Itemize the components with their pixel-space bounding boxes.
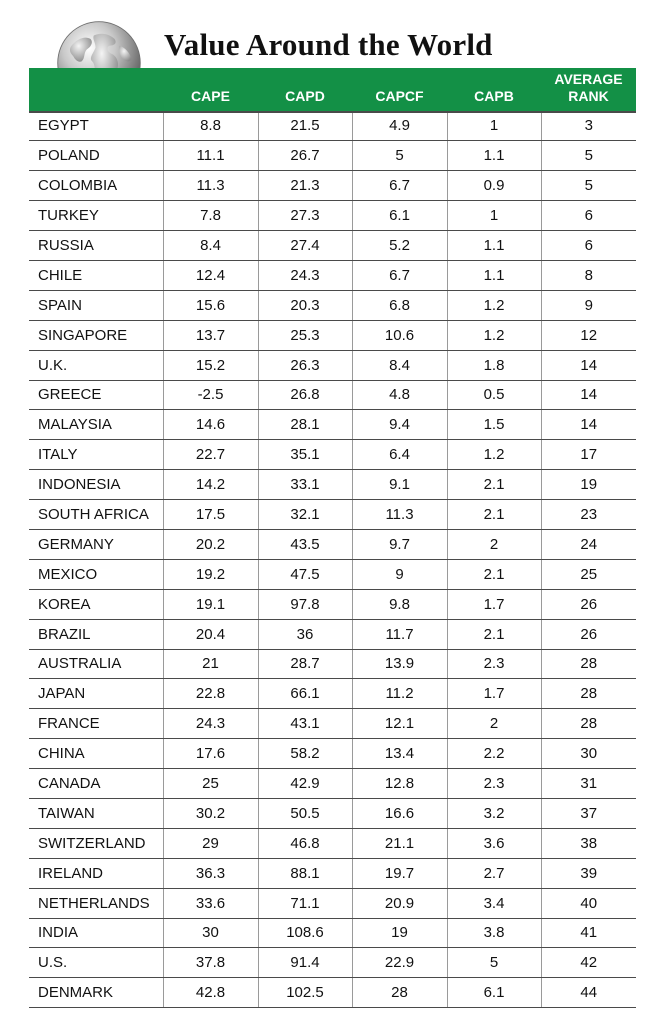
column-header-cape: CAPE	[163, 68, 258, 111]
cell-capcf: 9.7	[352, 529, 447, 559]
cell-average-rank: 12	[541, 320, 636, 350]
cell-average-rank: 41	[541, 918, 636, 948]
cell-cape: 19.2	[163, 559, 258, 589]
table-row	[29, 769, 636, 799]
cell-capd: 36	[258, 619, 352, 649]
cell-average-rank: 26	[541, 619, 636, 649]
cell-country: IRELAND	[29, 858, 163, 888]
cell-capd: 66.1	[258, 679, 352, 709]
cell-capb: 1.2	[447, 440, 541, 470]
cell-capb: 6.1	[447, 978, 541, 1008]
cell-cape: 17.6	[163, 739, 258, 769]
cell-capb: 0.5	[447, 380, 541, 410]
cell-capcf: 5.2	[352, 231, 447, 261]
table-row	[29, 888, 636, 918]
cell-capd: 88.1	[258, 858, 352, 888]
cell-country: SOUTH AFRICA	[29, 500, 163, 530]
cell-cape: 30.2	[163, 798, 258, 828]
cell-capd: 21.3	[258, 171, 352, 201]
cell-capd: 25.3	[258, 320, 352, 350]
cell-country: POLAND	[29, 141, 163, 171]
cell-cape: 37.8	[163, 948, 258, 978]
table-row	[29, 559, 636, 589]
cell-country: CHINA	[29, 739, 163, 769]
cell-capd: 28.1	[258, 410, 352, 440]
cell-average-rank: 28	[541, 679, 636, 709]
cell-cape: 8.4	[163, 231, 258, 261]
cell-capcf: 11.3	[352, 500, 447, 530]
cell-capb: 3.2	[447, 798, 541, 828]
cell-country: SWITZERLAND	[29, 828, 163, 858]
cell-capb: 2.1	[447, 500, 541, 530]
cell-capb: 1.5	[447, 410, 541, 440]
cell-capcf: 9.1	[352, 470, 447, 500]
cell-average-rank: 25	[541, 559, 636, 589]
cell-capb: 2	[447, 709, 541, 739]
cell-cape: 11.3	[163, 171, 258, 201]
cell-country: DENMARK	[29, 978, 163, 1008]
cell-capd: 91.4	[258, 948, 352, 978]
cell-average-rank: 30	[541, 739, 636, 769]
table-row	[29, 290, 636, 320]
column-header-capd: CAPD	[258, 68, 352, 111]
cell-capb: 2.3	[447, 769, 541, 799]
cell-capd: 47.5	[258, 559, 352, 589]
cell-capd: 32.1	[258, 500, 352, 530]
cell-average-rank: 9	[541, 290, 636, 320]
cell-capb: 1.8	[447, 350, 541, 380]
cell-capd: 58.2	[258, 739, 352, 769]
column-header-country	[29, 68, 163, 111]
cell-capcf: 9.8	[352, 589, 447, 619]
cell-average-rank: 23	[541, 500, 636, 530]
cell-country: FRANCE	[29, 709, 163, 739]
cell-capcf: 19.7	[352, 858, 447, 888]
cell-average-rank: 8	[541, 260, 636, 290]
cell-capb: 1.7	[447, 679, 541, 709]
cell-capcf: 6.8	[352, 290, 447, 320]
cell-average-rank: 38	[541, 828, 636, 858]
table-row	[29, 828, 636, 858]
cell-cape: 30	[163, 918, 258, 948]
table-row	[29, 948, 636, 978]
cell-cape: 8.8	[163, 111, 258, 141]
table-row	[29, 350, 636, 380]
cell-average-rank: 24	[541, 529, 636, 559]
cell-average-rank: 6	[541, 201, 636, 231]
cell-country: TAIWAN	[29, 798, 163, 828]
cell-capd: 26.8	[258, 380, 352, 410]
cell-capb: 2.1	[447, 470, 541, 500]
header-rule	[29, 111, 636, 113]
cell-capd: 33.1	[258, 470, 352, 500]
table-row	[29, 141, 636, 171]
table-row	[29, 679, 636, 709]
cell-country: BRAZIL	[29, 619, 163, 649]
cell-average-rank: 5	[541, 171, 636, 201]
cell-cape: 17.5	[163, 500, 258, 530]
cell-capd: 43.5	[258, 529, 352, 559]
cell-capcf: 20.9	[352, 888, 447, 918]
cell-country: GREECE	[29, 380, 163, 410]
cell-capd: 97.8	[258, 589, 352, 619]
cell-capd: 27.3	[258, 201, 352, 231]
cell-cape: 42.8	[163, 978, 258, 1008]
column-header-capcf: CAPCF	[352, 68, 447, 111]
value-table	[29, 68, 636, 1008]
cell-capd: 108.6	[258, 918, 352, 948]
table-row	[29, 619, 636, 649]
table-row	[29, 201, 636, 231]
cell-capcf: 6.1	[352, 201, 447, 231]
cell-capb: 2.1	[447, 559, 541, 589]
cell-capb: 1.1	[447, 141, 541, 171]
cell-capd: 21.5	[258, 111, 352, 141]
cell-cape: 15.2	[163, 350, 258, 380]
cell-capd: 102.5	[258, 978, 352, 1008]
cell-country: NETHERLANDS	[29, 888, 163, 918]
column-header-average-rank: AVERAGE RANK	[541, 68, 636, 111]
cell-country: EGYPT	[29, 111, 163, 141]
cell-cape: 22.7	[163, 440, 258, 470]
cell-capb: 3.4	[447, 888, 541, 918]
cell-cape: 21	[163, 649, 258, 679]
cell-capd: 26.7	[258, 141, 352, 171]
cell-average-rank: 14	[541, 380, 636, 410]
cell-capb: 2	[447, 529, 541, 559]
cell-country: SPAIN	[29, 290, 163, 320]
cell-capcf: 6.4	[352, 440, 447, 470]
cell-capcf: 13.9	[352, 649, 447, 679]
cell-capb: 2.1	[447, 619, 541, 649]
cell-cape: 14.2	[163, 470, 258, 500]
cell-country: CHILE	[29, 260, 163, 290]
cell-average-rank: 26	[541, 589, 636, 619]
cell-capd: 50.5	[258, 798, 352, 828]
column-header-capb: CAPB	[447, 68, 541, 111]
cell-country: CANADA	[29, 769, 163, 799]
cell-capcf: 12.8	[352, 769, 447, 799]
cell-capb: 1.1	[447, 231, 541, 261]
cell-cape: 7.8	[163, 201, 258, 231]
cell-average-rank: 37	[541, 798, 636, 828]
cell-average-rank: 5	[541, 141, 636, 171]
table-row	[29, 589, 636, 619]
cell-country: U.S.	[29, 948, 163, 978]
cell-capcf: 5	[352, 141, 447, 171]
cell-country: JAPAN	[29, 679, 163, 709]
cell-cape: 13.7	[163, 320, 258, 350]
cell-average-rank: 31	[541, 769, 636, 799]
cell-average-rank: 39	[541, 858, 636, 888]
cell-capd: 71.1	[258, 888, 352, 918]
cell-cape: -2.5	[163, 380, 258, 410]
cell-average-rank: 42	[541, 948, 636, 978]
cell-cape: 25	[163, 769, 258, 799]
table-row	[29, 260, 636, 290]
cell-capcf: 4.9	[352, 111, 447, 141]
cell-capcf: 19	[352, 918, 447, 948]
cell-cape: 22.8	[163, 679, 258, 709]
cell-capb: 1.7	[447, 589, 541, 619]
cell-cape: 29	[163, 828, 258, 858]
table-row	[29, 410, 636, 440]
table-row	[29, 171, 636, 201]
cell-country: AUSTRALIA	[29, 649, 163, 679]
cell-capcf: 4.8	[352, 380, 447, 410]
cell-cape: 15.6	[163, 290, 258, 320]
cell-capcf: 21.1	[352, 828, 447, 858]
cell-capcf: 11.7	[352, 619, 447, 649]
cell-capd: 42.9	[258, 769, 352, 799]
cell-capd: 24.3	[258, 260, 352, 290]
cell-country: SINGAPORE	[29, 320, 163, 350]
cell-average-rank: 6	[541, 231, 636, 261]
table-body	[29, 111, 636, 1008]
cell-cape: 36.3	[163, 858, 258, 888]
cell-cape: 24.3	[163, 709, 258, 739]
cell-capb: 1.2	[447, 320, 541, 350]
cell-capb: 1.2	[447, 290, 541, 320]
cell-average-rank: 28	[541, 649, 636, 679]
table-row	[29, 649, 636, 679]
cell-capb: 1	[447, 111, 541, 141]
cell-country: RUSSIA	[29, 231, 163, 261]
cell-cape: 20.2	[163, 529, 258, 559]
table-row	[29, 709, 636, 739]
cell-country: TURKEY	[29, 201, 163, 231]
table-row	[29, 470, 636, 500]
cell-capcf: 22.9	[352, 948, 447, 978]
cell-cape: 12.4	[163, 260, 258, 290]
table-row	[29, 111, 636, 141]
cell-capd: 35.1	[258, 440, 352, 470]
cell-capd: 28.7	[258, 649, 352, 679]
cell-capcf: 6.7	[352, 171, 447, 201]
cell-capcf: 12.1	[352, 709, 447, 739]
cell-capcf: 10.6	[352, 320, 447, 350]
cell-capb: 0.9	[447, 171, 541, 201]
chart-title: Value Around the World	[164, 27, 493, 62]
cell-capd: 26.3	[258, 350, 352, 380]
cell-country: COLOMBIA	[29, 171, 163, 201]
cell-country: GERMANY	[29, 529, 163, 559]
cell-cape: 14.6	[163, 410, 258, 440]
cell-capcf: 11.2	[352, 679, 447, 709]
cell-cape: 19.1	[163, 589, 258, 619]
cell-average-rank: 14	[541, 350, 636, 380]
table-row	[29, 858, 636, 888]
cell-average-rank: 19	[541, 470, 636, 500]
cell-capcf: 9.4	[352, 410, 447, 440]
cell-cape: 11.1	[163, 141, 258, 171]
table-row	[29, 798, 636, 828]
cell-country: INDONESIA	[29, 470, 163, 500]
cell-capd: 46.8	[258, 828, 352, 858]
cell-capb: 2.7	[447, 858, 541, 888]
cell-capd: 20.3	[258, 290, 352, 320]
cell-average-rank: 14	[541, 410, 636, 440]
cell-capb: 2.3	[447, 649, 541, 679]
cell-capcf: 8.4	[352, 350, 447, 380]
cell-capcf: 16.6	[352, 798, 447, 828]
cell-country: INDIA	[29, 918, 163, 948]
table-row	[29, 739, 636, 769]
cell-average-rank: 44	[541, 978, 636, 1008]
table-row	[29, 440, 636, 470]
cell-country: MALAYSIA	[29, 410, 163, 440]
table-row	[29, 978, 636, 1008]
cell-capb: 3.8	[447, 918, 541, 948]
table-row	[29, 500, 636, 530]
table-row	[29, 380, 636, 410]
cell-capb: 1	[447, 201, 541, 231]
cell-capb: 2.2	[447, 739, 541, 769]
cell-average-rank: 28	[541, 709, 636, 739]
cell-country: MEXICO	[29, 559, 163, 589]
cell-capcf: 9	[352, 559, 447, 589]
cell-country: KOREA	[29, 589, 163, 619]
cell-average-rank: 17	[541, 440, 636, 470]
cell-country: ITALY	[29, 440, 163, 470]
table-row	[29, 320, 636, 350]
cell-cape: 20.4	[163, 619, 258, 649]
table-row	[29, 918, 636, 948]
cell-capd: 27.4	[258, 231, 352, 261]
cell-average-rank: 40	[541, 888, 636, 918]
table-row	[29, 529, 636, 559]
cell-capd: 43.1	[258, 709, 352, 739]
header-row	[29, 68, 636, 111]
cell-capcf: 6.7	[352, 260, 447, 290]
table-row	[29, 231, 636, 261]
cell-cape: 33.6	[163, 888, 258, 918]
cell-capcf: 28	[352, 978, 447, 1008]
cell-capcf: 13.4	[352, 739, 447, 769]
cell-country: U.K.	[29, 350, 163, 380]
cell-capb: 5	[447, 948, 541, 978]
cell-capb: 1.1	[447, 260, 541, 290]
cell-capb: 3.6	[447, 828, 541, 858]
cell-average-rank: 3	[541, 111, 636, 141]
